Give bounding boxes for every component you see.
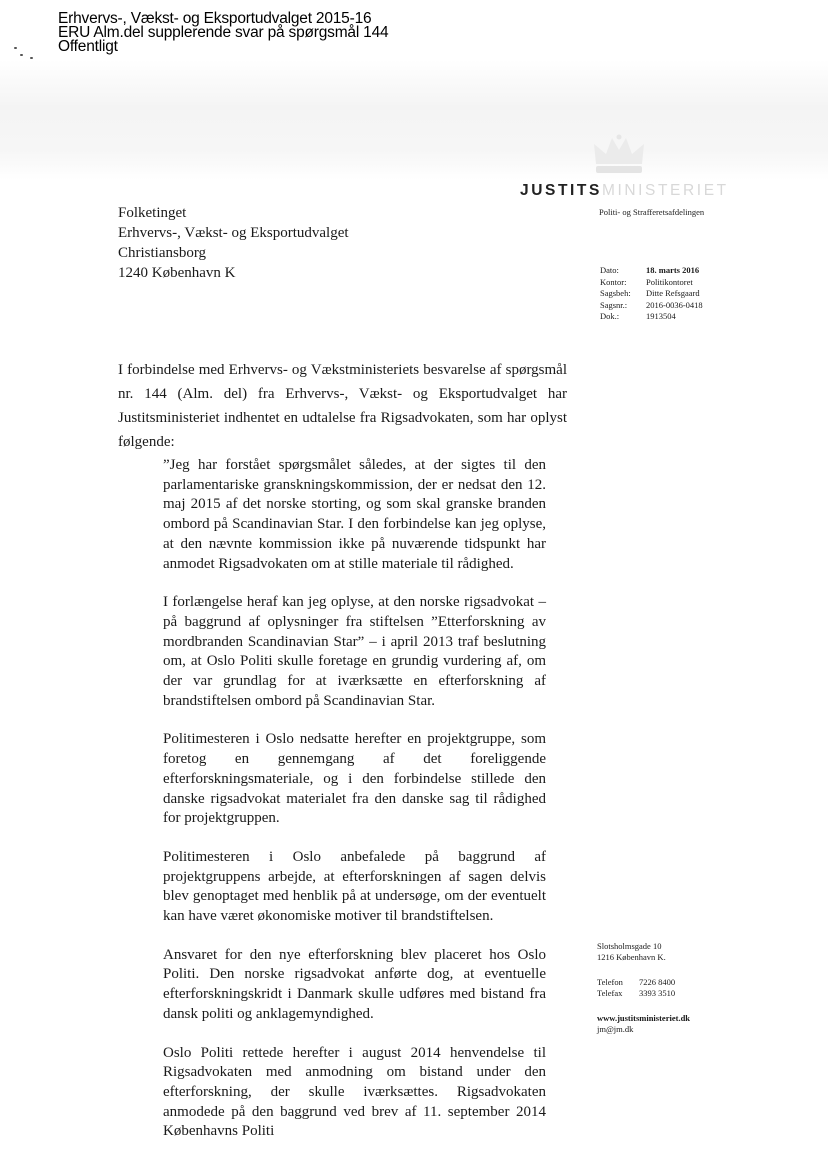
handler-label: Sagsbeh: bbox=[600, 288, 631, 298]
quote-paragraph: Ansvaret for den nye efterforskning blev placeret hos Oslo Politi. Den norske rigsadvokat anførte dog, at eventuelle efterforskningskridt i Danmark skulle udføres med bistand fra dansk politi og anklagemyndighed. bbox=[163, 946, 546, 1022]
crown-icon bbox=[590, 134, 648, 178]
department-name: Politi- og Strafferetsafdelingen bbox=[599, 207, 705, 217]
ministry-contact bbox=[597, 941, 690, 1035]
email-link[interactable]: jm@jm.dk bbox=[597, 1024, 634, 1034]
letterhead-band bbox=[0, 60, 828, 180]
case-metadata bbox=[600, 265, 703, 323]
contact-city: 1216 København K. bbox=[597, 952, 666, 962]
website-link[interactable]: www.justitsministeriet.dk bbox=[597, 1013, 691, 1023]
address-line: Erhvervs-, Vækst- og Eksportudvalget bbox=[118, 225, 349, 241]
quote-paragraph: ”Jeg har forstået spørgsmålet således, at der sigtes til den parlamentariske granskningskommission, der er nedsat den 12. maj 2015 af det norske storting, og som skal granske branden ombord på Scandinavian Star. I den forbindelse kan jeg oplyse, at den nævnte kommission ikke på nuværende tidspunkt har anmodet Rigsadvokaten om at stille materiale til rådighed. bbox=[163, 457, 546, 572]
address-line: Folketinget bbox=[118, 205, 187, 221]
scan-speck bbox=[14, 47, 17, 49]
stamp-reference: ERU Alm.del supplerende svar på spørgsmål 144 bbox=[58, 24, 389, 41]
fax-value: 3393 3510 bbox=[639, 988, 676, 998]
intro-paragraph: I forbindelse med Erhvervs- og Vækstministeriets besvarelse af spørgsmål nr. 144 (Alm. del) fra Erhvervs-, Vækst- og Eksportudvalget har Justitsministeriet indhentet en udtalelse fra Rigsadvokaten, som har oplyst følgende: bbox=[118, 362, 567, 450]
quote-paragraph: Oslo Politi rettede herefter i august 2014 henvendelse til Rigsadvokaten med anmodning om bistand under den efterforskning, der skulle iværksættes. Rigsadvokaten anmodede på den baggrund ved brev af 11. september 2014 Københavns Politi bbox=[163, 1044, 546, 1140]
case-number-value: 2016-0036-0418 bbox=[646, 299, 703, 310]
phone-value: 7226 8400 bbox=[639, 977, 676, 987]
document-stamp bbox=[58, 12, 388, 54]
ministry-logo bbox=[520, 182, 729, 200]
address-line: Christiansborg bbox=[118, 245, 207, 261]
recipient-address bbox=[118, 203, 349, 283]
quote-paragraph: Politimesteren i Oslo nedsatte herefter en projektgruppe, som foretog en gennemgang af det foreliggende efterforskningsmateriale, og i den forbindelse stillede den danske rigsadvokat materialet fra den danske sag til rådighed for projektgruppen. bbox=[163, 731, 546, 827]
fax-label: Telefax bbox=[597, 988, 623, 998]
stamp-committee: Erhvervs-, Vækst- og Eksportudvalget 2015-16 bbox=[58, 10, 372, 27]
stamp-status: Offentligt bbox=[58, 38, 118, 55]
case-number-label: Sagsnr.: bbox=[600, 299, 628, 310]
document-number-label: Dok.: bbox=[600, 311, 620, 321]
scan-speck bbox=[30, 57, 33, 59]
quote-paragraph: Politimesteren i Oslo anbefalede på baggrund af projektgruppens arbejde, at efterforskningen af sagen delvis blev genoptaget med henblik på at undersøge, om der eventuelt kan have været økonomiske motiver til brandstiftelsen. bbox=[163, 848, 546, 925]
phone-label: Telefon bbox=[597, 977, 623, 987]
handler-value: Ditte Refsgaard bbox=[646, 288, 700, 298]
office-value: Politikontoret bbox=[646, 276, 693, 287]
date-value: 18. marts 2016 bbox=[646, 265, 700, 275]
date-label: Dato: bbox=[600, 265, 619, 275]
logo-light-text: MINISTERIET bbox=[601, 182, 729, 199]
scan-speck bbox=[20, 54, 23, 56]
address-line: 1240 København K bbox=[118, 265, 236, 281]
document-number-value: 1913504 bbox=[646, 311, 676, 321]
logo-bold-text: JUSTITS bbox=[520, 182, 602, 199]
quoted-statement bbox=[163, 456, 546, 1161]
office-label: Kontor: bbox=[600, 276, 627, 287]
quote-paragraph: I forlængelse heraf kan jeg oplyse, at den norske rigsadvokat – på baggrund af oplysninger fra stiftelsen ”Etterforskning av mordbranden Scandinavian Star” – i april 2013 traf beslutning om, at Oslo Politi skulle foretage en grundig vurdering af, om der var grundlag for at iværksætte en efterforskning af brandstiftelsen ombord på Scandinavian Star. bbox=[163, 594, 546, 709]
contact-street: Slotsholmsgade 10 bbox=[597, 941, 662, 951]
